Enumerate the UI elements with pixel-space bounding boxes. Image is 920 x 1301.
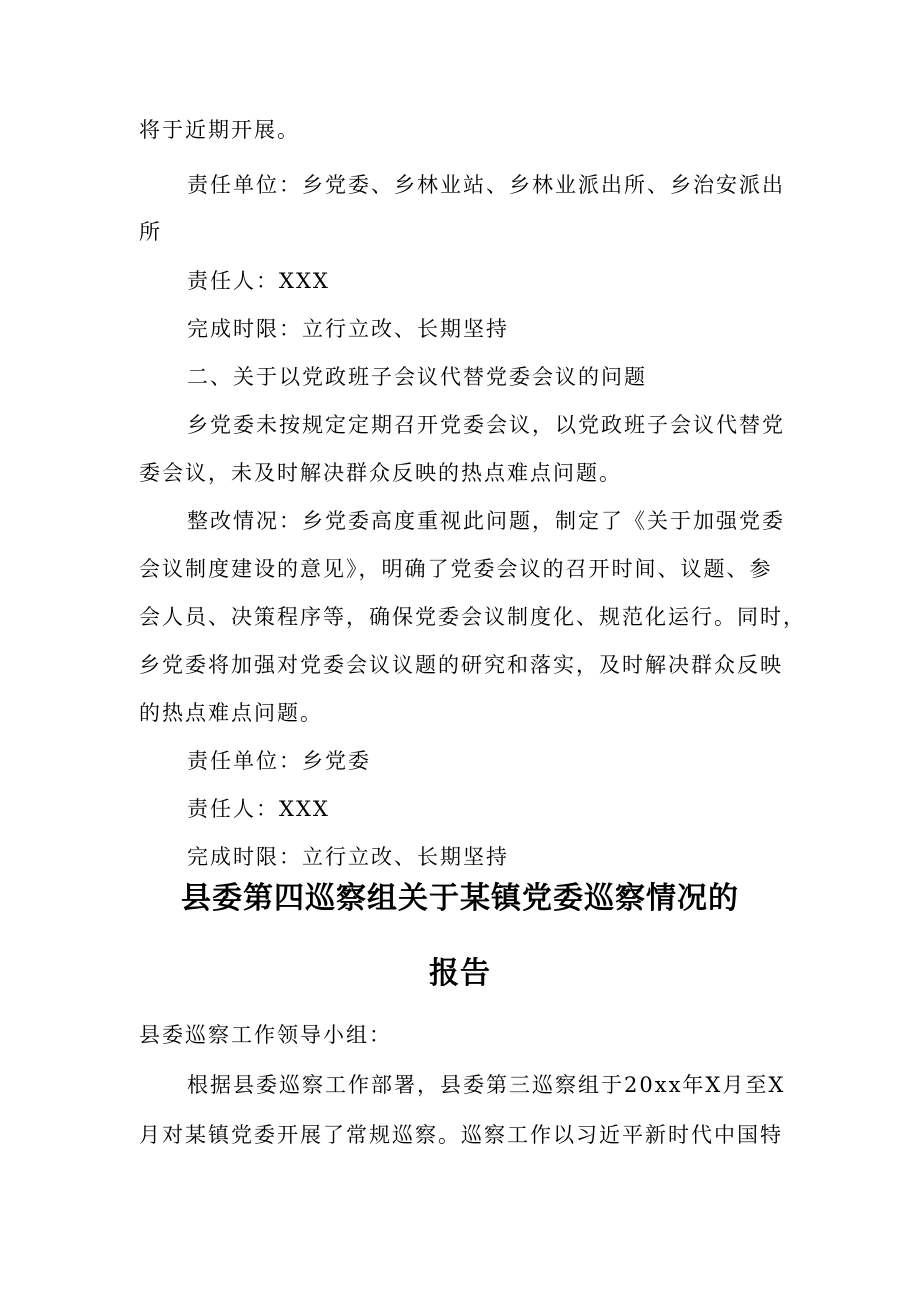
responsible-unit-line-cont: 所 (139, 220, 162, 244)
responsible-person-line: 责任人：XXX (187, 269, 330, 293)
rectification-paragraph-line: 会议制度建设的意见》，明确了党委会议的召开时间、议题、参 (139, 557, 773, 581)
addressee-line: 县委巡察工作领导小组： (139, 1023, 392, 1047)
responsible-person-line: 责任人：XXX (187, 797, 330, 821)
rectification-paragraph-line: 整改情况：乡党委高度重视此问题，制定了《关于加强党委 (187, 509, 785, 533)
report-body-line: 根据县委巡察工作部署，县委第三巡察组于20xx年X月至X (187, 1073, 786, 1097)
rectification-paragraph-line: 会人员、决策程序等，确保党委会议制度化、规范化运行。同时， (139, 605, 806, 629)
responsible-unit-line: 责任单位：乡党委 (187, 749, 371, 773)
report-body-line: 月对某镇党委开展了常规巡察。巡察工作以习近平新时代中国特 (139, 1123, 783, 1147)
responsible-unit-line: 责任单位：乡党委、乡林业站、乡林业派出所、乡治安派出 (187, 173, 785, 197)
problem-paragraph-line: 委会议，未及时解决群众反映的热点难点问题。 (139, 461, 622, 485)
report-title-cont: 报告 (429, 956, 491, 991)
rectification-paragraph-line: 的热点难点问题。 (139, 701, 323, 725)
section-heading: 二、关于以党政班子会议代替党委会议的问题 (187, 365, 647, 389)
deadline-line: 完成时限：立行立改、长期坚持 (187, 845, 509, 869)
report-title: 县委第四巡察组关于某镇党委巡察情况的 (181, 881, 739, 916)
deadline-line: 完成时限：立行立改、长期坚持 (187, 317, 509, 341)
paragraph-line: 将于近期开展。 (139, 118, 300, 142)
rectification-paragraph-line: 乡党委将加强对党委会议议题的研究和落实，及时解决群众反映 (139, 653, 783, 677)
problem-paragraph-line: 乡党委未按规定定期召开党委会议，以党政班子会议代替党 (187, 413, 785, 437)
